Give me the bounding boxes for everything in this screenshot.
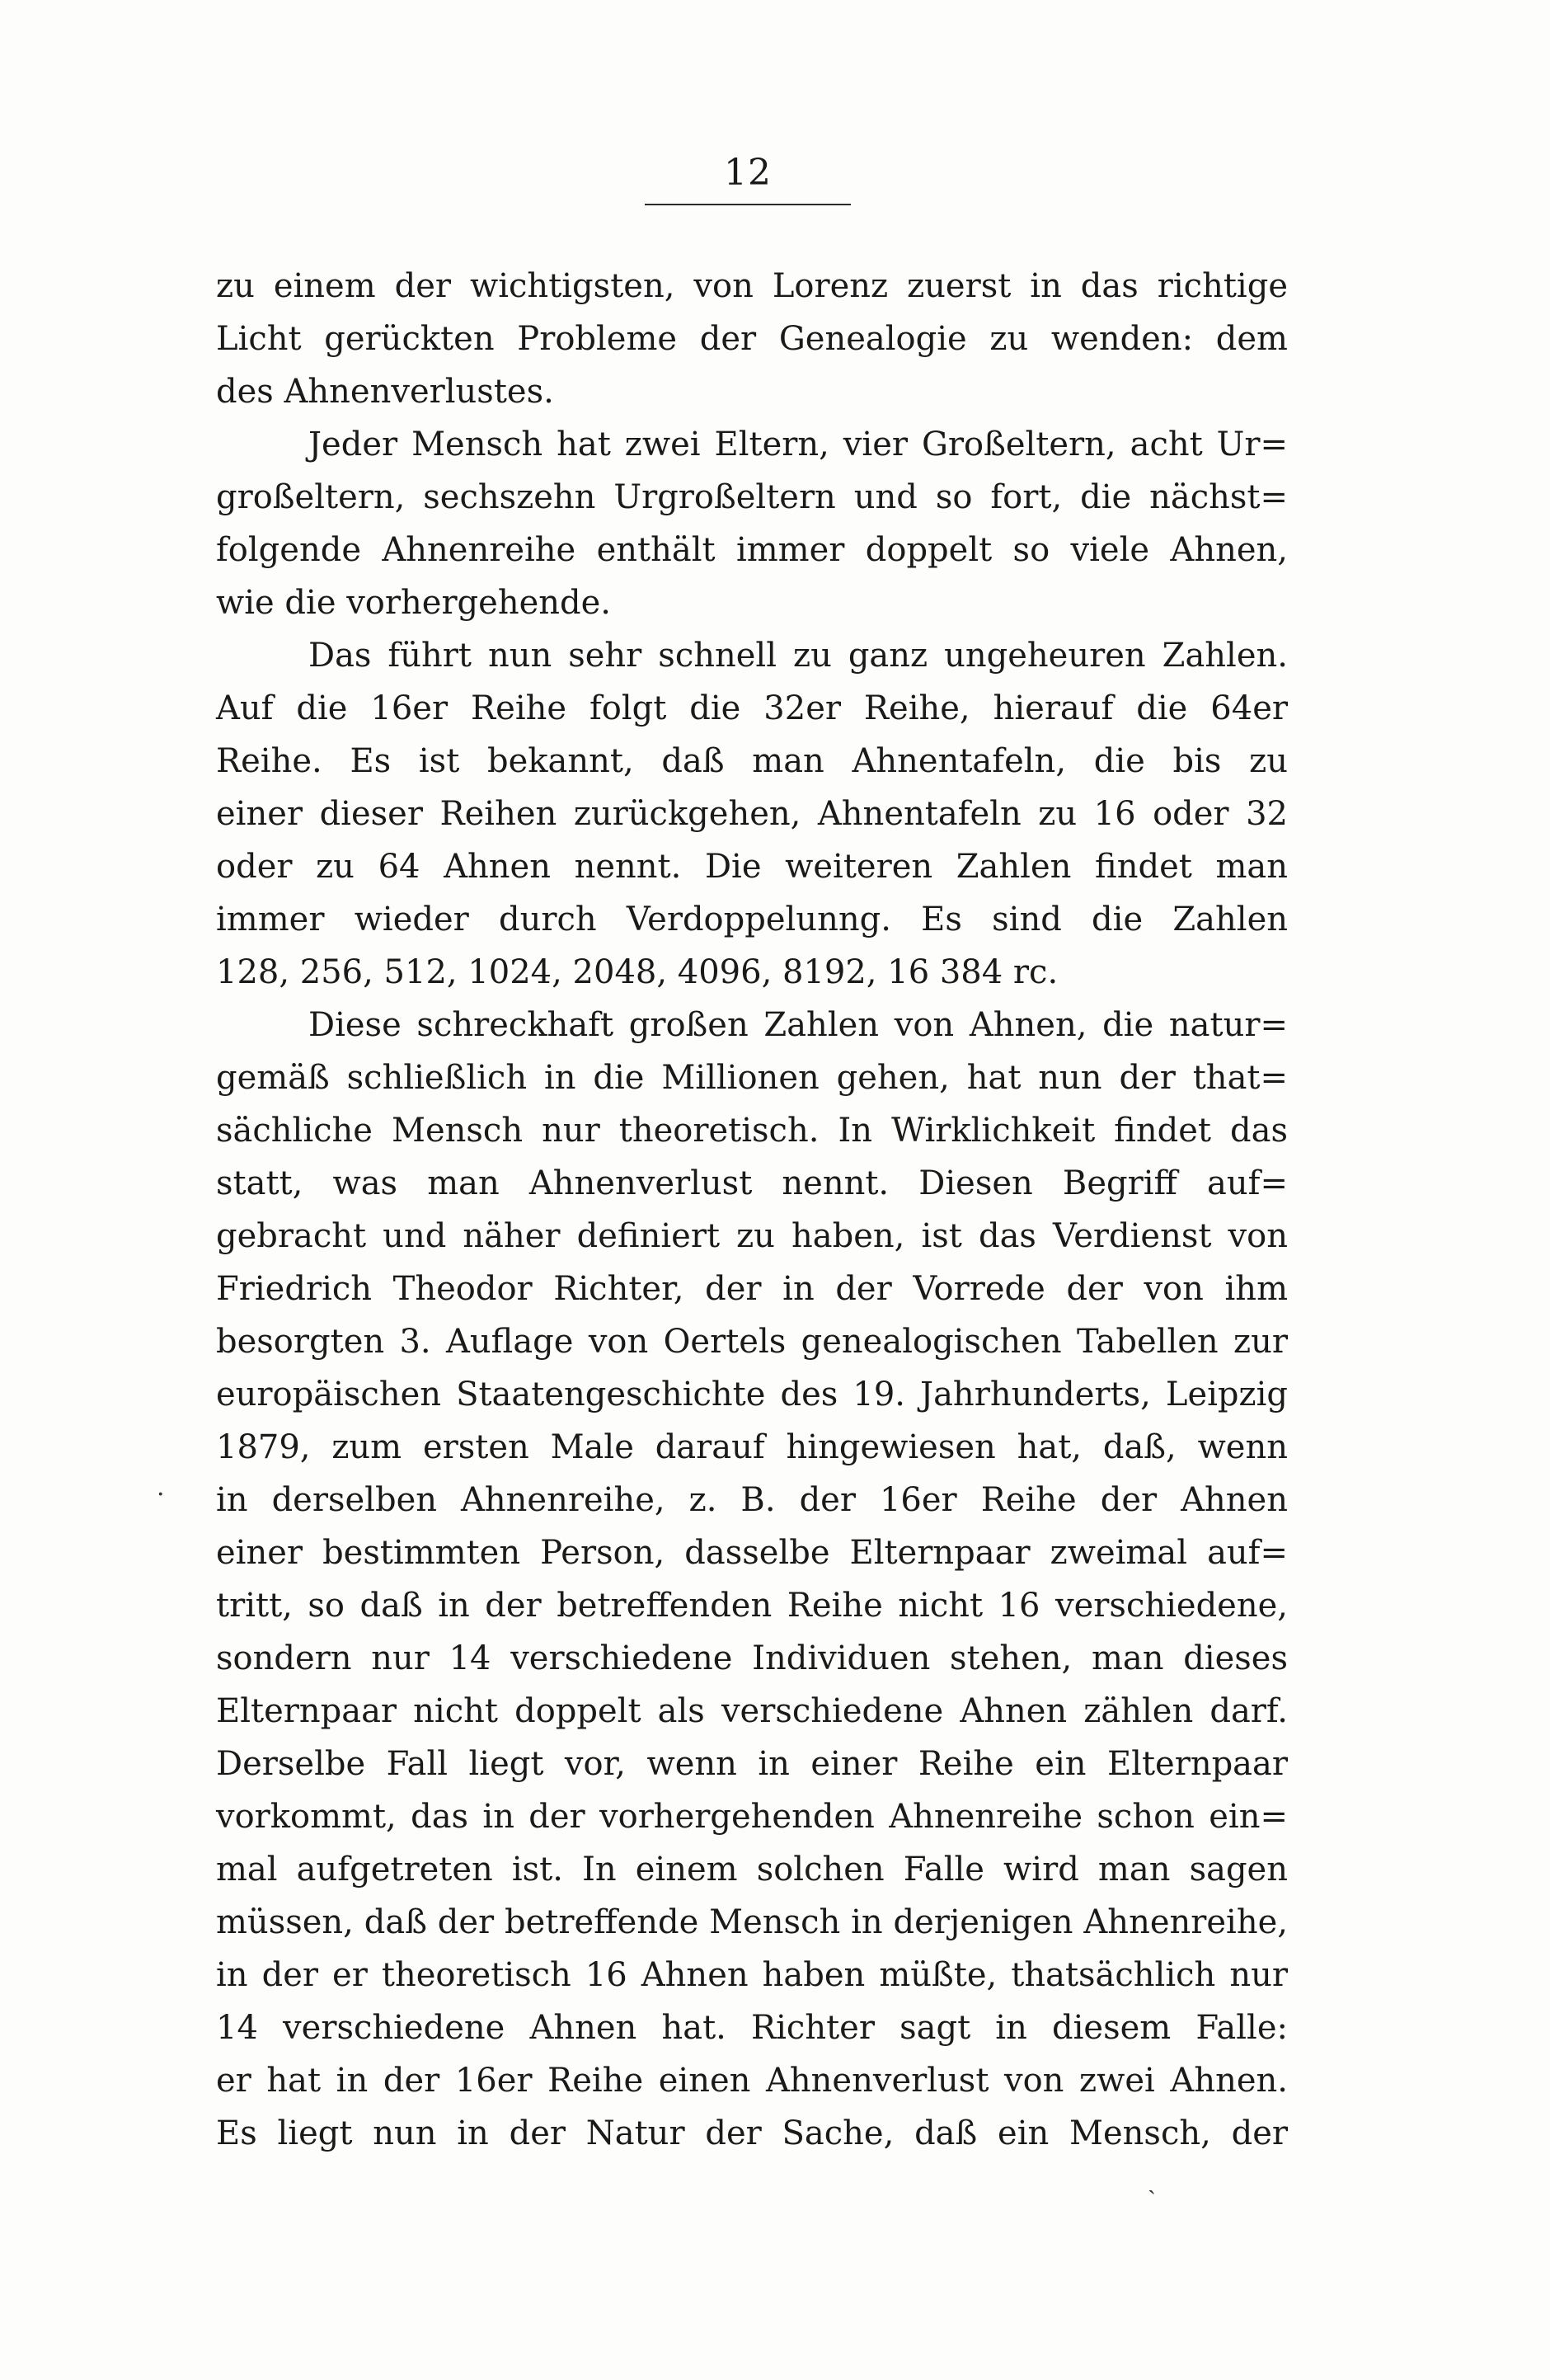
text-line: zu einem der wichtigsten, von Lorenz zuerst in das richtige xyxy=(216,267,1288,305)
text-line: 1879, zum ersten Male darauf hingewiesen hat, daß, wenn xyxy=(216,1428,1288,1466)
text-line: sächliche Mensch nur theoretisch. In Wirklichkeit findet das xyxy=(216,1112,1288,1150)
text-line: 128, 256, 512, 1024, 2048, 4096, 8192, 16 384 rc. xyxy=(216,953,1059,991)
text-line: in derselben Ahnenreihe, z. B. der 16er Reihe der Ahnen xyxy=(216,1481,1288,1519)
text-line: vorkommt, das in der vorhergehenden Ahnenreihe schon ein= xyxy=(216,1798,1288,1836)
text-line: besorgten 3. Auflage von Oertels genealogischen Tabellen zur xyxy=(216,1323,1288,1361)
text-line: tritt, so daß in der betreffenden Reihe nicht 16 verschiedene, xyxy=(216,1587,1288,1625)
header-rule xyxy=(645,204,851,205)
text-line: gebracht und näher definiert zu haben, ist das Verdienst von xyxy=(216,1217,1288,1255)
text-line: Das führt nun sehr schnell zu ganz ungeheuren Zahlen. xyxy=(308,637,1288,675)
text-line: gemäß schließlich in die Millionen gehen, hat nun der that= xyxy=(216,1059,1288,1097)
margin-dot: · xyxy=(157,1480,165,1509)
text-line: er hat in der 16er Reihe einen Ahnenverlust von zwei Ahnen. xyxy=(216,2062,1288,2100)
text-line: immer wieder durch Verdoppelunng. Es sind die Zahlen xyxy=(216,901,1288,938)
text-line: Jeder Mensch hat zwei Eltern, vier Großeltern, acht Ur= xyxy=(308,426,1288,463)
text-line: sondern nur 14 verschiedene Individuen stehen, man dieses xyxy=(216,1639,1288,1677)
text-line: einer bestimmten Person, dasselbe Elternpaar zweimal auf= xyxy=(216,1534,1288,1572)
text-line: Auf die 16er Reihe folgt die 32er Reihe, hierauf die 64er xyxy=(216,689,1288,727)
text-line: einer dieser Reihen zurückgehen, Ahnentafeln zu 16 oder 32 xyxy=(216,795,1288,833)
text-line: Licht gerückten Probleme der Genealogie zu wenden: dem xyxy=(216,320,1288,358)
text-line: Elternpaar nicht doppelt als verschiedene Ahnen zählen darf. xyxy=(216,1692,1288,1730)
text-line: des Ahnenverlustes. xyxy=(216,373,554,411)
text-line: Friedrich Theodor Richter, der in der Vorrede der von ihm xyxy=(216,1270,1288,1308)
text-line: statt, was man Ahnenverlust nennt. Diesen Begriff auf= xyxy=(216,1164,1288,1202)
text-line: oder zu 64 Ahnen nennt. Die weiteren Zahlen findet man xyxy=(216,848,1288,886)
text-line: mal aufgetreten ist. In einem solchen Falle wird man sagen xyxy=(216,1851,1288,1888)
text-line: müssen, daß der betreffende Mensch in derjenigen Ahnenreihe, xyxy=(216,1903,1288,1941)
margin-tick: ˎ xyxy=(1148,2166,1156,2195)
page-number: 12 xyxy=(724,152,772,194)
text-line: Reihe. Es ist bekannt, daß man Ahnentafeln, die bis zu xyxy=(216,742,1288,780)
text-line: europäischen Staatengeschichte des 19. Jahrhunderts, Leipzig xyxy=(216,1376,1288,1413)
text-line: großeltern, sechszehn Urgroßeltern und so fort, die nächst= xyxy=(216,478,1288,516)
text-line: folgende Ahnenreihe enthält immer doppelt so viele Ahnen, xyxy=(216,531,1288,569)
text-line: wie die vorhergehende. xyxy=(216,584,612,622)
text-line: in der er theoretisch 16 Ahnen haben müßte, thatsächlich nur xyxy=(216,1956,1288,1994)
text-line: 14 verschiedene Ahnen hat. Richter sagt in diesem Falle: xyxy=(216,2009,1288,2047)
text-line: Diese schreckhaft großen Zahlen von Ahnen, die natur= xyxy=(308,1006,1288,1044)
text-line: Derselbe Fall liegt vor, wenn in einer Reihe ein Elternpaar xyxy=(216,1745,1288,1783)
body-text xyxy=(216,260,1288,2173)
text-line: Es liegt nun in der Natur der Sache, daß ein Mensch, der xyxy=(216,2114,1288,2152)
